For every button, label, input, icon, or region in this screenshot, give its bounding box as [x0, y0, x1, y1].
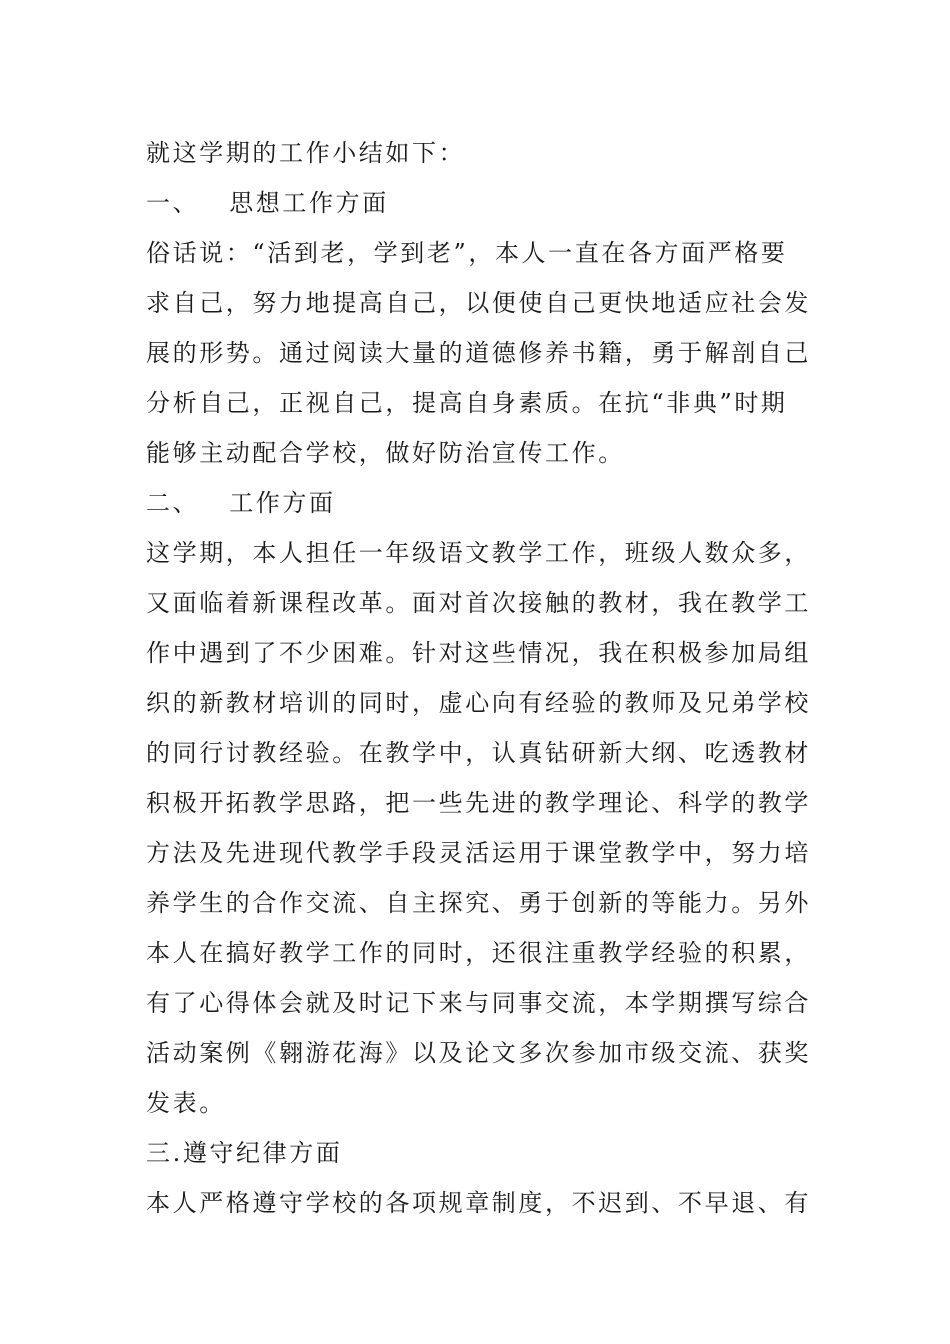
paragraph-line: 本人在搞好教学工作的同时，还很注重教学经验的积累，: [146, 939, 811, 967]
paragraph-line: 这学期，本人担任一年级语文教学工作，班级人数众多，: [146, 539, 811, 567]
paragraph-line: 发表。: [146, 1089, 226, 1117]
paragraph-line: 分析自己，正视自己，提高自身素质。在抗“非典”时期: [146, 389, 788, 417]
paragraph-line: 织的新教材培训的同时，虚心向有经验的教师及兄弟学校: [146, 689, 811, 717]
section-number: 一、: [146, 189, 200, 217]
paragraph-line: 俗话说：“活到老，学到老”，本人一直在各方面严格要: [146, 239, 788, 267]
paragraph-line: 有了心得体会就及时记下来与同事交流，本学期撰写综合: [146, 989, 811, 1017]
document-body: [146, 128, 812, 1228]
paragraph-line: 又面临着新课程改革。面对首次接触的教材，我在教学工: [146, 589, 811, 617]
section-heading-2: [146, 478, 812, 528]
paragraph-line: 养学生的合作交流、自主探究、勇于创新的等能力。另外: [146, 889, 811, 917]
section-title: 思想工作方面: [229, 189, 389, 217]
section-title: 工作方面: [229, 489, 336, 517]
paragraph-line: 求自己，努力地提高自己，以便使自己更快地适应社会发: [146, 289, 811, 317]
paragraph-line: 本人严格遵守学校的各项规章制度，不迟到、不早退、有: [146, 1189, 811, 1217]
paragraph-line: 的同行讨教经验。在教学中，认真钻研新大纲、吃透教材: [146, 739, 811, 767]
paragraph-line: 活动案例《翱游花海》以及论文多次参加市级交流、获奖: [146, 1039, 811, 1067]
paragraph-line: 方法及先进现代教学手段灵活运用于课堂教学中，努力培: [146, 839, 811, 867]
intro-line: 就这学期的工作小结如下：: [146, 139, 466, 167]
paragraph-line: 展的形势。通过阅读大量的道德修养书籍，勇于解剖自己: [146, 339, 811, 367]
section-heading-3: 三.遵守纪律方面: [146, 1139, 343, 1167]
paragraph-line: 积极开拓教学思路，把一些先进的教学理论、科学的教学: [146, 789, 811, 817]
paragraph-line: 作中遇到了不少困难。针对这些情况，我在积极参加局组: [146, 639, 811, 667]
section-heading-1: [146, 178, 812, 228]
paragraph-line: 能够主动配合学校，做好防治宣传工作。: [146, 439, 625, 467]
section-number: 二、: [146, 489, 200, 517]
